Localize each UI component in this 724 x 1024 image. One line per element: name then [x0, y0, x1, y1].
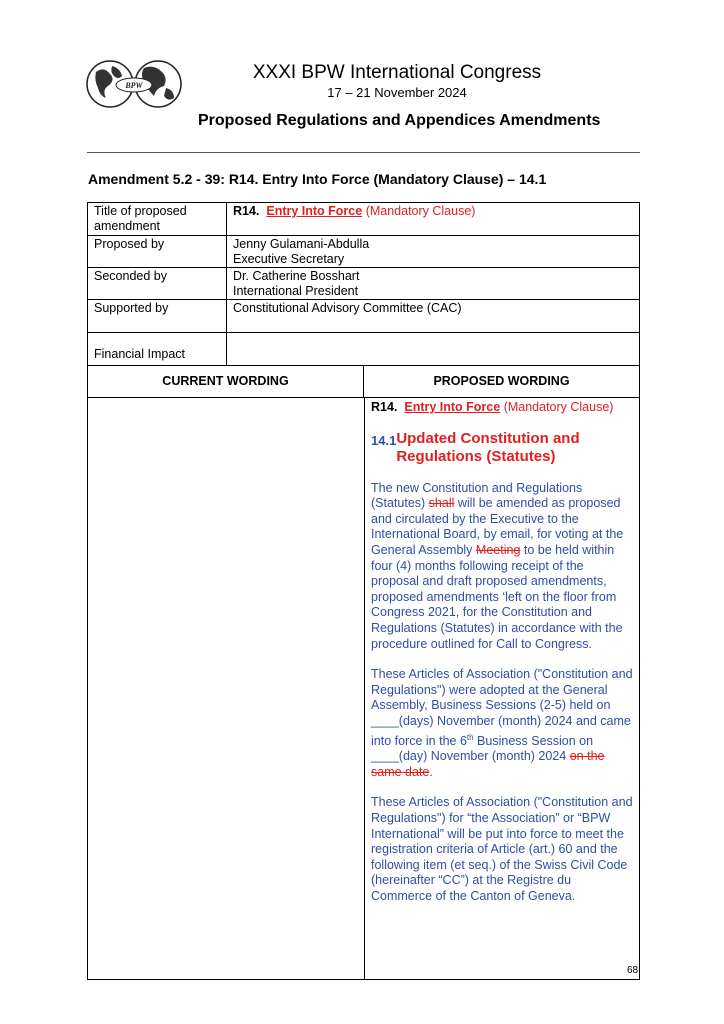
- rule-code: R14.: [233, 204, 260, 218]
- proposed-rule-title: Entry Into Force: [404, 400, 501, 414]
- p1-deleted-meeting: Meeting: [475, 542, 521, 557]
- page-number: 68: [627, 965, 639, 976]
- p2-text-b: Business Session on ____(day) November (month) 2024: [371, 733, 594, 764]
- p1-deleted-shall: shall: [428, 496, 455, 511]
- supported-by-label: Supported by: [88, 300, 227, 332]
- current-wording-cell: [88, 398, 365, 979]
- wording-body-row: [88, 398, 639, 979]
- seconder-role: International President: [233, 284, 359, 298]
- supported-by-value: Constitutional Advisory Committee (CAC): [233, 301, 462, 315]
- p2-deleted-text: on the same date: [371, 749, 605, 779]
- title-value: [227, 203, 639, 235]
- p1-text-c: to be held within four (4) months following receipt of the proposal and draft proposed amendments, proposed amendments ‘left on the floor from Congress 2021, for the Constitution and Regulations (Statutes) in accordance with the procedure outlined for Call to Congress.: [371, 542, 623, 651]
- p2-superscript: th: [466, 732, 474, 742]
- proposed-rule-line: [371, 400, 633, 416]
- rule-suffix: (Mandatory Clause): [365, 204, 476, 218]
- seconded-by-value: [227, 268, 639, 299]
- section-title: Updated Constitution and Regulations (Statutes): [396, 429, 580, 465]
- proposed-paragraph-3: These Articles of Association ("Constitution and Regulations") for “the Association” or “BPW International” will be put into force to meet the registration criteria of Article (art.) 60 and the following item (et seq.) of the Swiss Civil Code (hereinafter “CC”) at the Registre du Commerce of the Canton of Geneva.: [371, 795, 633, 903]
- proposed-rule-code: R14.: [371, 400, 398, 414]
- congress-dates: 17 – 21 November 2024: [327, 85, 467, 100]
- proposed-by-label: Proposed by: [88, 236, 227, 267]
- section-heading: [371, 430, 633, 466]
- amendment-table: [87, 202, 640, 980]
- seconder-name: Dr. Catherine Bosshart: [233, 269, 360, 283]
- proposed-paragraph-2: [371, 667, 633, 780]
- supported-by-row: [88, 300, 639, 333]
- financial-impact-value: [227, 333, 639, 365]
- seconded-by-label: Seconded by: [88, 268, 227, 299]
- p1-text-b: will be amended as proposed and circulated by the Executive to the International Board, by email, for voting at the General Assembly: [371, 496, 624, 557]
- title-label: Title of proposed amendment: [88, 203, 227, 235]
- current-wording-header: CURRENT WORDING: [88, 366, 364, 397]
- financial-impact-row: [88, 333, 639, 366]
- proposed-paragraph-1: [371, 481, 633, 653]
- proposed-wording-header: PROPOSED WORDING: [433, 374, 570, 388]
- proposer-name: Jenny Gulamani-Abdulla: [233, 237, 370, 251]
- p2-text-a: These Articles of Association ("Constitution and Regulations") were adopted at the General Assembly, Business Sessions (2-5) held on ____(days) November (month) 2024 and came into force in the 6: [371, 667, 633, 748]
- congress-title: XXXI BPW International Congress: [252, 62, 542, 83]
- proposed-by-row: [88, 236, 639, 268]
- amendment-title: Amendment 5.2 - 39: R14. Entry Into Force (Mandatory Clause) – 14.1: [88, 171, 547, 187]
- proposed-rule-suffix: (Mandatory Clause): [503, 400, 614, 414]
- p2-text-c: .: [429, 764, 433, 779]
- financial-impact-label: Financial Impact: [88, 333, 227, 365]
- document-heading: Proposed Regulations and Appendices Amendments: [198, 112, 601, 129]
- wording-header-row: [88, 366, 639, 398]
- proposed-by-value: [227, 236, 639, 267]
- rule-title: Entry Into Force: [266, 204, 363, 218]
- title-row: [88, 203, 639, 236]
- seconded-by-row: [88, 268, 639, 300]
- proposer-role: Executive Secretary: [233, 252, 345, 266]
- p1-text-a: The new Constitution and Regulations (Statutes): [371, 480, 583, 511]
- header-divider: [87, 152, 640, 153]
- logo-text: BPW: [125, 81, 143, 90]
- proposed-wording-cell: [365, 398, 639, 979]
- section-number: 14.1: [371, 432, 397, 448]
